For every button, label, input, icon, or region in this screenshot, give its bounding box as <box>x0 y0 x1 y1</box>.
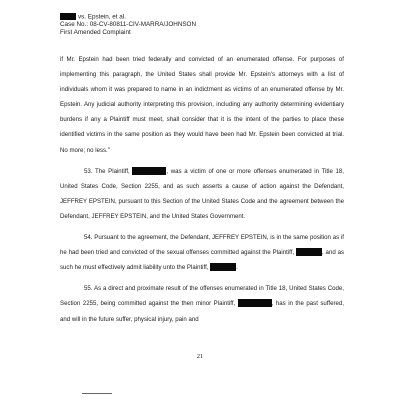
paragraph-text: if Mr. Epstein had been tried federally and convicted of an enumerated offense. For purposes of implementing this paragraph, the United States shall provide Mr. Epstein's attorneys with a list of individuals whom it was prepared to name in an indictment as victims of an enumerated offense by Mr. Epstein. Any judicial authority interpreting this provision, including any authority determining evidentiary burdens if any a Plaintiff must meet, shall consider that it is the intent of the parties to place these identified victims in the same position as they would have been had Mr. Epstein been convicted at trial. No more; no less." <box>60 56 344 154</box>
case-caption-text: vs. Epstein, et al. <box>78 13 126 21</box>
paragraph-text: 54. Pursuant to the agreement, the Defendant, JEFFREY EPSTEIN, is in the same position as if he had been tried and convicted of the sexual offenses committed against the Plaintiff, <box>60 234 344 257</box>
document-header <box>60 13 196 36</box>
paragraph-continued <box>60 52 344 158</box>
paragraph-text: 55. As a direct and proximate result of the offenses enumerated in Title 18, United States Code, Section 2255, being committed against the then minor Plaintiff, <box>60 285 344 308</box>
case-caption <box>60 13 196 21</box>
case-number: Case No.: 08-CV-80811-CIV-MARRA/JOHNSON <box>60 21 197 29</box>
paragraph-54 <box>60 230 344 275</box>
paragraph-55 <box>60 281 344 326</box>
paragraph-text: 53. The Plaintiff, <box>84 167 130 175</box>
redaction-bar <box>296 248 322 256</box>
footer-rule <box>82 393 112 394</box>
redaction-bar <box>210 263 236 271</box>
paragraph-text: . <box>236 264 238 272</box>
paragraph-text: , was a victim of one or more offenses enumerated in Title 18, United States Code, Section 2255, and as such asserts a cause of action against the Defendant, JEFFREY EPSTEIN, pursuant to this Section of the United States Code and the agreement between the Defendant, JEFFREY EPSTEIN, and the United States Government. <box>60 167 344 220</box>
paragraph-text: , has in the past suffered, and will in the future suffer, physical injury, pain and <box>60 300 344 323</box>
paragraph-text: , and as such he must effectively admit liability unto the Plaintiff, <box>60 249 345 272</box>
redaction-bar <box>238 299 272 307</box>
paragraph-53 <box>60 164 344 224</box>
page-number: 21 <box>196 353 204 360</box>
document-type: First Amended Complaint <box>60 28 131 36</box>
redaction-bar <box>132 167 166 175</box>
redaction-bar <box>60 13 76 20</box>
document-body <box>60 52 344 333</box>
